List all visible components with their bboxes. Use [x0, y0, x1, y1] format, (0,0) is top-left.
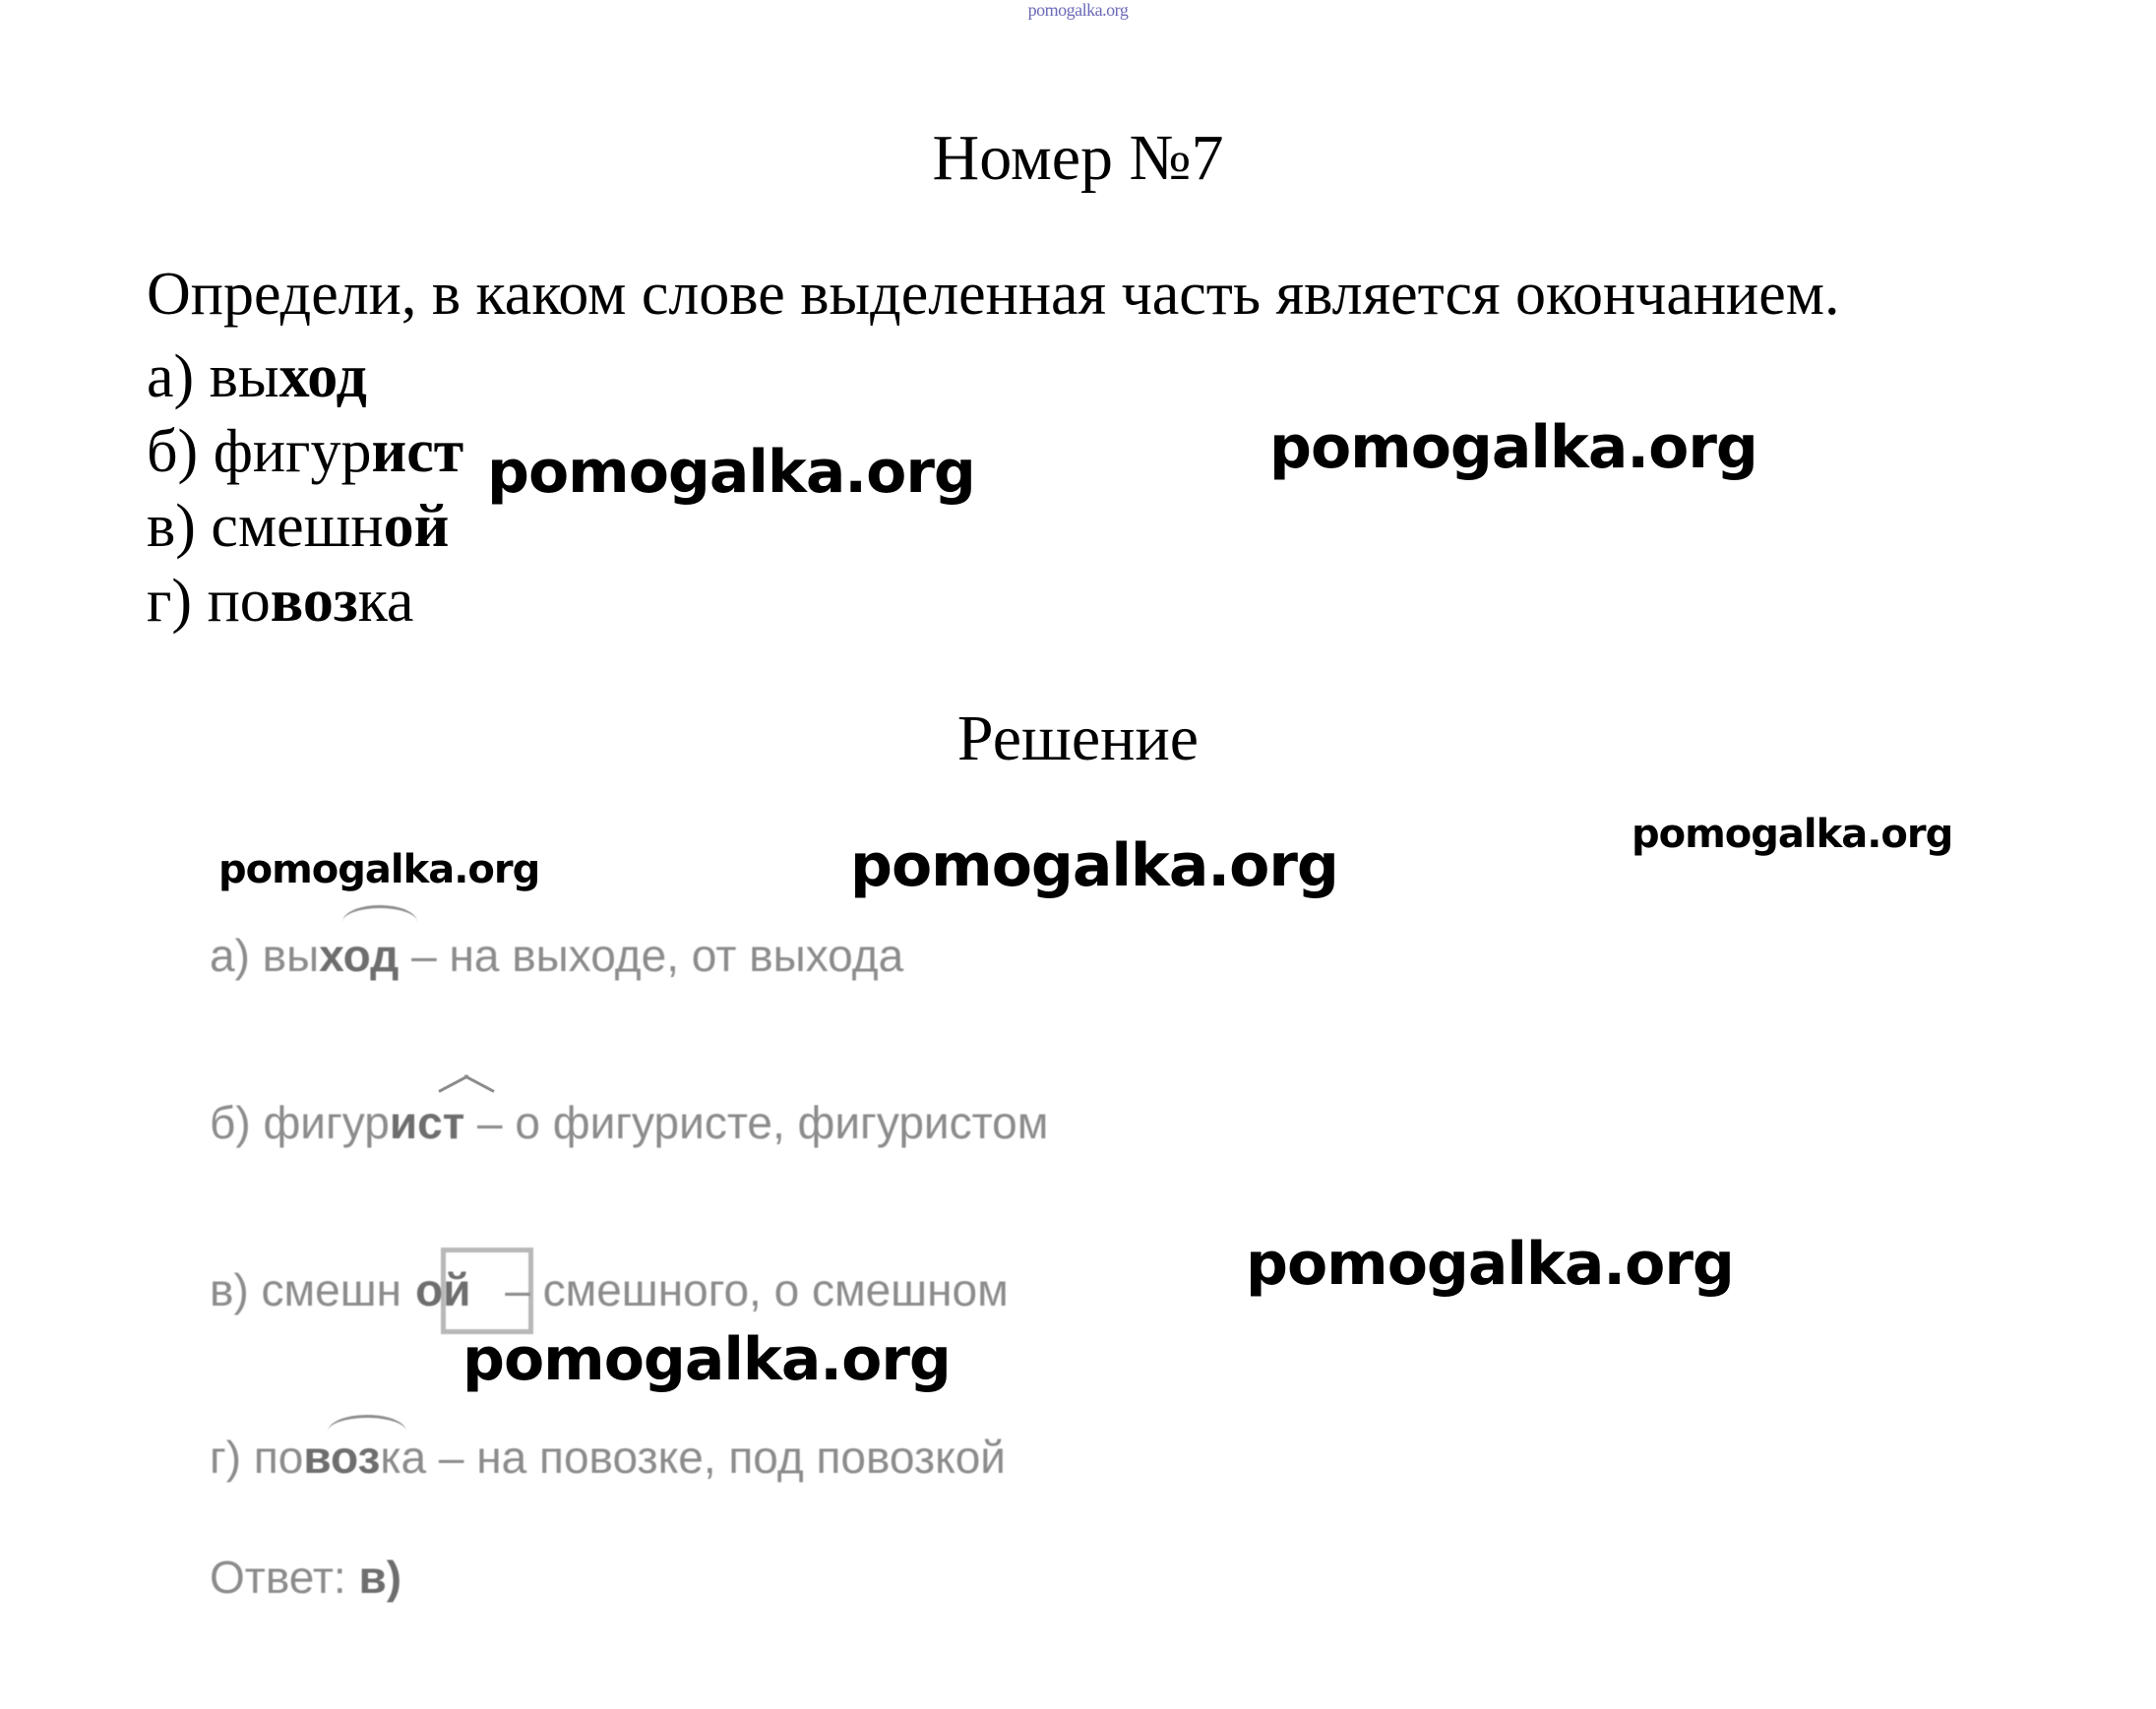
option-highlight: воз [270, 568, 358, 635]
solution-text: ка – на повозке, под повозкой [380, 1432, 1006, 1483]
task-question: Определи, в каком слове выделенная часть является окончанием. [147, 261, 1840, 328]
watermark: pomogalka.org [1632, 812, 1953, 857]
option-text: ка [357, 568, 414, 635]
option-d [147, 568, 414, 635]
option-highlight: ист [371, 418, 464, 485]
root-arc-icon [328, 1415, 406, 1432]
solution-text: – на выходе, от выхода [399, 930, 904, 981]
option-a [147, 343, 367, 410]
solution-line-a [210, 930, 904, 981]
solution-text: – о фигуристе, фигуристом [464, 1097, 1049, 1148]
watermark: pomogalka.org [1246, 1230, 1734, 1299]
option-b [147, 418, 464, 485]
solution-highlight: ой [415, 1264, 471, 1315]
watermark: pomogalka.org [1269, 413, 1757, 482]
page-title: Номер №7 [932, 122, 1224, 194]
solution-text: в) смешн [210, 1264, 402, 1315]
solution-title: Решение [956, 702, 1200, 774]
answer-label: Ответ: [210, 1552, 359, 1603]
answer-value: в) [358, 1552, 402, 1603]
solution-text: б) фигур [210, 1097, 390, 1148]
solution-line-d [210, 1432, 1006, 1483]
option-c [147, 493, 450, 560]
option-text: а) вы [147, 343, 279, 410]
watermark: pomogalka.org [850, 831, 1338, 900]
solution-highlight: ход [319, 930, 400, 981]
option-highlight: ход [278, 343, 367, 410]
option-highlight: ой [383, 493, 450, 560]
option-text: в) смешн [147, 493, 384, 560]
solution-text: – смешного, о смешном [492, 1264, 1009, 1315]
watermark: pomogalka.org [218, 847, 540, 892]
watermark: pomogalka.org [462, 1325, 951, 1394]
option-text: г) по [147, 568, 271, 635]
solution-line-b [210, 1097, 1049, 1148]
site-watermark-top: pomogalka.org [1027, 0, 1129, 20]
watermark: pomogalka.org [487, 438, 975, 507]
root-arc-icon [342, 905, 417, 922]
solution-line-c [210, 1264, 1009, 1315]
solution-highlight: ист [389, 1097, 465, 1148]
solution-highlight: воз [303, 1432, 381, 1483]
solution-text: г) по [210, 1432, 304, 1483]
option-text: б) фигур [147, 418, 372, 485]
solution-text: а) вы [210, 930, 320, 981]
answer-line [210, 1552, 402, 1603]
